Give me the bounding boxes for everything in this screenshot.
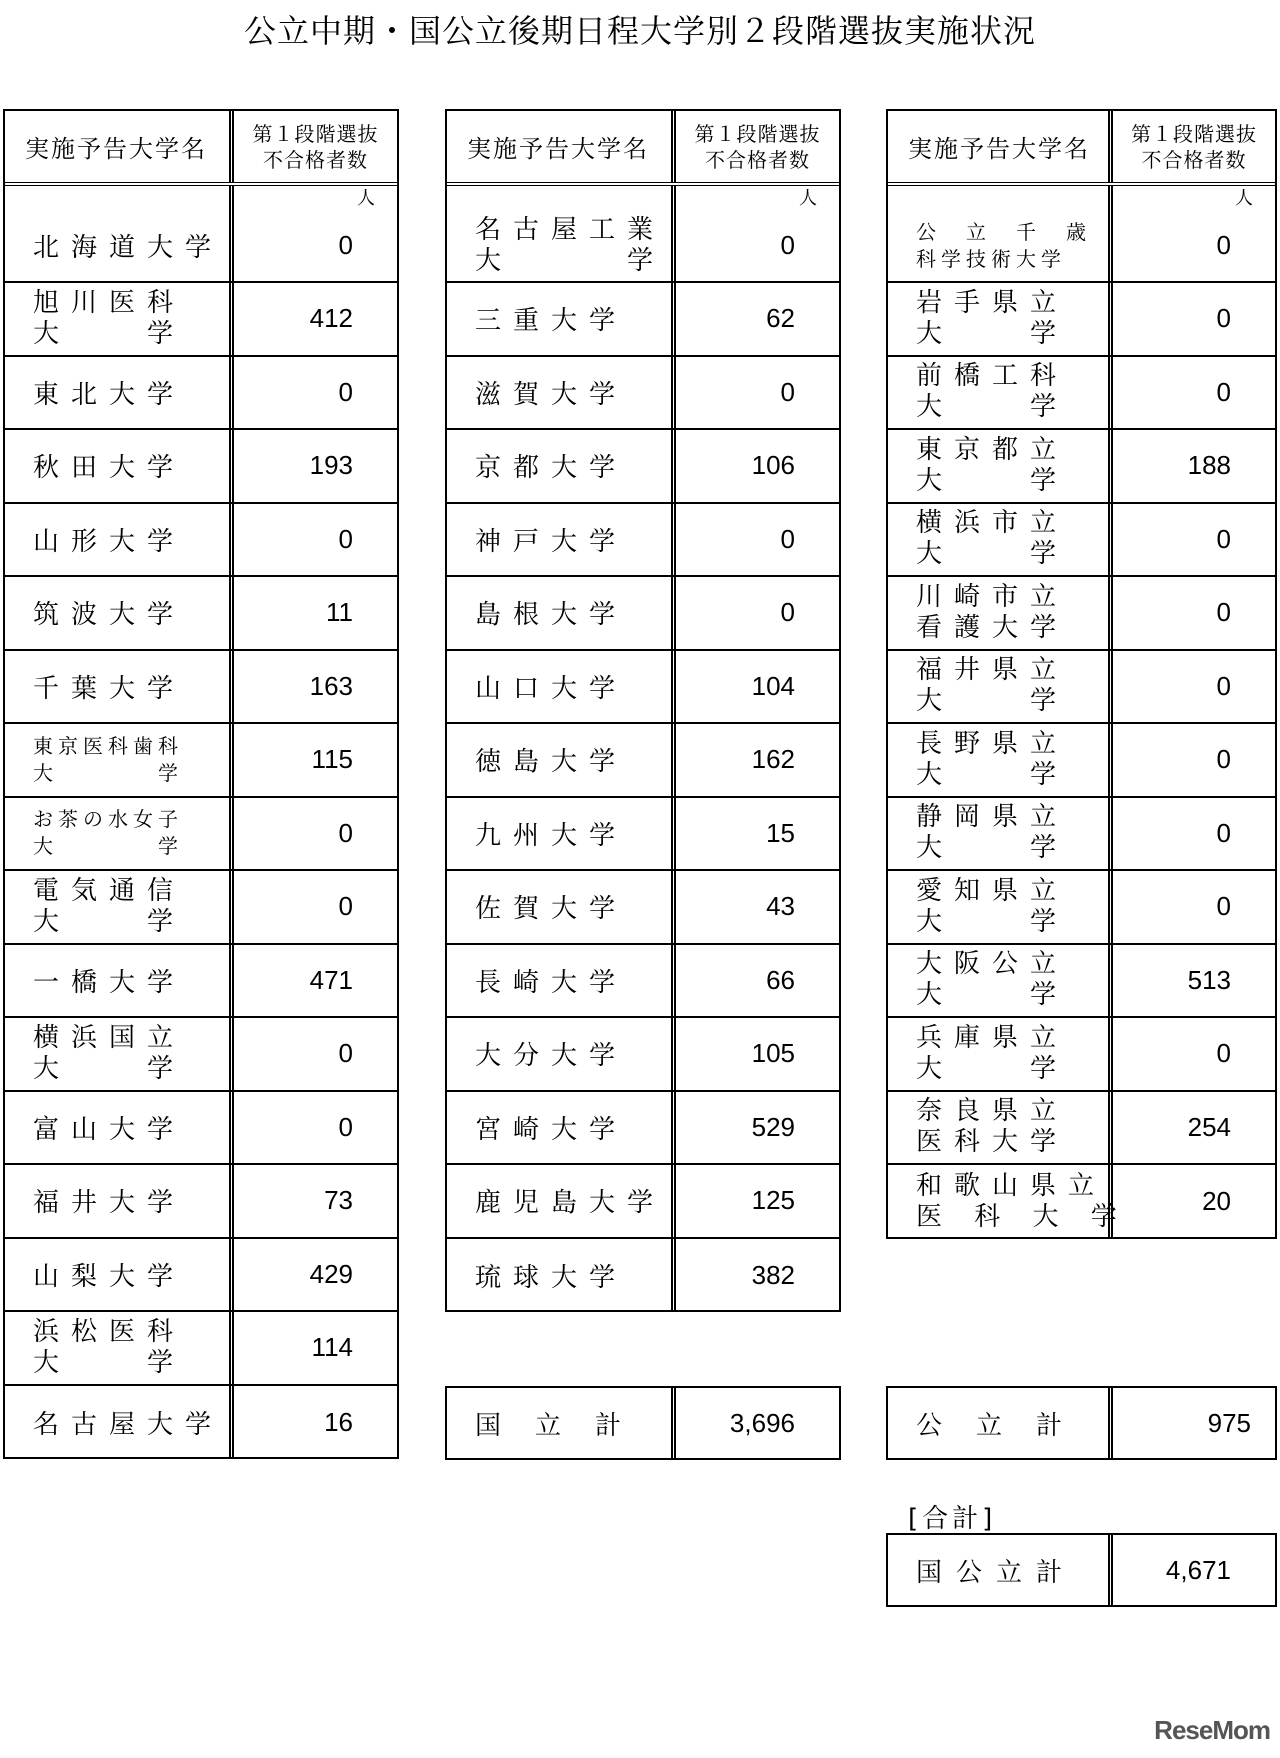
unit-label: 人 — [357, 188, 375, 208]
table-row — [447, 871, 839, 945]
university-name-line1: 横浜市立 — [916, 508, 1069, 539]
university-name: 筑波大学 — [33, 600, 186, 631]
rejected-count: 0 — [1216, 744, 1231, 775]
university-name-line1: 電気通信 — [33, 875, 186, 906]
rejected-count-cell — [229, 1018, 397, 1090]
rejected-count: 0 — [338, 1038, 353, 1069]
university-name-line2: 大 学 — [916, 465, 1069, 496]
header-count-line2: 不合格者数 — [263, 147, 368, 172]
rejected-count-cell — [1108, 577, 1275, 649]
university-name-line2: 医 科 大 学 — [916, 1201, 1129, 1232]
table-row — [447, 577, 839, 651]
table-row — [888, 945, 1275, 1019]
university-name-cell — [447, 1165, 671, 1237]
university-name-line1: 静岡県立 — [916, 802, 1069, 833]
university-name-cell — [888, 651, 1108, 723]
table-row — [5, 430, 397, 504]
rejected-count: 15 — [766, 817, 795, 848]
public-total-label: 公 立 計 — [916, 1410, 1067, 1441]
university-name: 徳島大学 — [475, 747, 628, 778]
university-name-line1: 愛知県立 — [916, 875, 1069, 906]
university-name-line2: 大 学 — [33, 760, 183, 785]
university-name-cell — [447, 357, 671, 429]
national-total-value: 3,696 — [671, 1388, 839, 1458]
university-name: 一橋大学 — [33, 967, 186, 998]
rejected-count-cell — [1108, 798, 1275, 870]
university-name-cell — [447, 798, 671, 870]
table-public — [886, 109, 1277, 1239]
university-name-cell — [5, 945, 229, 1017]
rejected-count: 0 — [780, 376, 795, 407]
rejected-count: 0 — [338, 1111, 353, 1142]
rejected-count: 382 — [751, 1259, 795, 1290]
rejected-count: 104 — [751, 670, 795, 701]
table-row — [5, 945, 397, 1019]
university-name: 京都大学 — [475, 453, 628, 484]
rejected-count: 0 — [1216, 891, 1231, 922]
university-name-line2: 科学技術大学 — [916, 246, 1066, 271]
header-count-line1: 第１段階選抜 — [252, 121, 379, 146]
table-row — [5, 871, 397, 945]
rejected-count: 0 — [1216, 230, 1231, 260]
rejected-count-cell — [671, 504, 839, 576]
university-name-cell — [888, 1092, 1108, 1164]
rejected-count: 115 — [311, 744, 353, 775]
university-name-cell — [888, 577, 1108, 649]
table-row — [5, 1239, 397, 1313]
university-name-cell — [888, 1165, 1129, 1239]
rejected-count-cell — [229, 357, 397, 429]
rejected-count: 529 — [751, 1111, 795, 1142]
university-name-cell — [888, 430, 1108, 502]
university-name: 九州大学 — [475, 820, 628, 851]
university-name-line1: 岩手県立 — [916, 287, 1069, 318]
rejected-count-cell — [229, 1239, 397, 1311]
rejected-count: 105 — [751, 1038, 795, 1069]
university-name: 千葉大学 — [33, 673, 186, 704]
rejected-count-cell — [1108, 283, 1275, 355]
table-row — [5, 357, 397, 431]
university-name-line1: 長野県立 — [916, 728, 1069, 759]
university-name: 山形大学 — [33, 526, 186, 557]
university-name-cell — [5, 1312, 229, 1384]
table-header — [888, 111, 1275, 186]
table-row — [5, 577, 397, 651]
rejected-count: 0 — [338, 891, 353, 922]
university-name-line2: 大 学 — [33, 906, 186, 937]
rejected-count-cell — [671, 186, 839, 281]
header-name: 実施予告大学名 — [25, 135, 207, 163]
table-row — [888, 430, 1275, 504]
university-name: 琉球大学 — [475, 1262, 628, 1293]
university-name: 北海道大学 — [33, 233, 224, 263]
university-name-line1: 旭川医科 — [33, 287, 186, 318]
grand-total-box — [886, 1533, 1277, 1607]
rejected-count: 106 — [751, 450, 795, 481]
rejected-count-cell — [229, 798, 397, 870]
unit-label: 人 — [1235, 188, 1253, 208]
rejected-count: 254 — [1187, 1111, 1231, 1142]
university-name-cell — [888, 357, 1108, 429]
rejected-count-cell — [229, 504, 397, 576]
rejected-count-cell — [1108, 1165, 1275, 1239]
university-name-line2: 大 学 — [33, 1053, 186, 1084]
table-row — [5, 283, 397, 357]
university-name-line1: 名古屋工業 — [475, 214, 666, 245]
header-count-line2: 不合格者数 — [1141, 147, 1247, 172]
national-total-box — [445, 1386, 841, 1460]
university-name-cell — [5, 871, 229, 943]
table-row — [888, 504, 1275, 578]
university-name-line2: 大 学 — [916, 906, 1069, 937]
university-name: 山口大学 — [475, 673, 628, 704]
university-name-cell — [447, 504, 671, 576]
rejected-count: 66 — [766, 964, 795, 995]
university-name-cell — [5, 577, 229, 649]
rejected-count: 193 — [309, 450, 353, 481]
table-row — [888, 186, 1275, 283]
university-name-cell — [5, 1386, 229, 1460]
table-row — [5, 1312, 397, 1386]
university-name-cell — [5, 1092, 229, 1164]
table-row — [888, 798, 1275, 872]
header-name: 実施予告大学名 — [467, 135, 649, 163]
rejected-count-cell — [671, 945, 839, 1017]
university-name: 富山大学 — [33, 1114, 186, 1145]
university-name-line1: 東京医科歯科 — [33, 733, 183, 758]
university-name: 島根大学 — [475, 600, 628, 631]
university-name-line1: 公 立 千 歳 — [916, 219, 1091, 244]
rejected-count: 0 — [780, 523, 795, 554]
rejected-count: 0 — [1216, 1038, 1231, 1069]
rejected-count-cell — [1108, 1092, 1275, 1164]
university-name-cell — [5, 724, 229, 796]
university-name-line1: 大阪公立 — [916, 949, 1069, 980]
rejected-count-cell — [229, 577, 397, 649]
table-row — [447, 186, 839, 283]
rejected-count-cell — [229, 724, 397, 796]
rejected-count-cell — [671, 1239, 839, 1313]
header-count-line1: 第１段階選抜 — [694, 121, 821, 146]
table-national-1 — [3, 109, 399, 1459]
university-name-cell — [5, 1239, 229, 1311]
university-name-line1: 兵庫県立 — [916, 1022, 1069, 1053]
table-row — [888, 577, 1275, 651]
table-row — [447, 504, 839, 578]
university-name: 三重大学 — [475, 306, 628, 337]
grand-total-label: 国公立計 — [916, 1557, 1077, 1588]
table-row — [888, 651, 1275, 725]
university-name: 大分大学 — [475, 1041, 628, 1072]
university-name-cell — [5, 430, 229, 502]
rejected-count-cell — [671, 798, 839, 870]
header-count — [671, 111, 839, 182]
grand-total-caption: [合計] — [908, 1504, 997, 1534]
rejected-count: 162 — [751, 744, 795, 775]
university-name-cell — [5, 1018, 229, 1090]
university-name-cell — [447, 430, 671, 502]
grand-total-value: 4,671 — [1108, 1535, 1275, 1605]
rejected-count-cell — [1108, 945, 1275, 1017]
rejected-count-cell — [229, 283, 397, 355]
university-name-cell — [5, 504, 229, 576]
rejected-count: 0 — [338, 817, 353, 848]
national-total-label: 国 立 計 — [475, 1410, 626, 1441]
rejected-count: 20 — [1202, 1186, 1231, 1217]
rejected-count-cell — [229, 186, 397, 281]
table-row — [447, 798, 839, 872]
university-name: 名古屋大学 — [33, 1409, 224, 1440]
rejected-count: 16 — [324, 1406, 353, 1437]
university-name-cell — [5, 1165, 229, 1237]
university-name: 福井大学 — [33, 1188, 186, 1219]
university-name-cell — [888, 1018, 1108, 1090]
rejected-count-cell — [671, 430, 839, 502]
university-name-line2: 大 学 — [916, 392, 1069, 423]
table-row — [447, 1092, 839, 1166]
table-row — [5, 724, 397, 798]
table-row — [447, 283, 839, 357]
university-name-line1: お茶の水女子 — [33, 807, 183, 832]
university-name-line1: 和歌山県立 — [916, 1170, 1107, 1201]
rejected-count: 0 — [338, 523, 353, 554]
rejected-count-cell — [229, 1092, 397, 1164]
table-row — [447, 1239, 839, 1313]
rejected-count: 62 — [766, 303, 795, 334]
header-count-line1: 第１段階選抜 — [1131, 121, 1257, 146]
rejected-count: 43 — [766, 891, 795, 922]
university-name-line1: 横浜国立 — [33, 1022, 186, 1053]
table-row — [888, 1092, 1275, 1166]
university-name-line1: 浜松医科 — [33, 1316, 186, 1347]
university-name: 神戸大学 — [475, 526, 628, 557]
university-name-cell — [447, 1018, 671, 1090]
university-name-line2: 大 学 — [33, 318, 186, 349]
university-name-line2: 大 学 — [916, 318, 1069, 349]
table-row — [888, 724, 1275, 798]
table-row — [447, 1018, 839, 1092]
rejected-count: 73 — [324, 1185, 353, 1216]
table-row — [447, 430, 839, 504]
university-name-cell — [5, 357, 229, 429]
university-name-line2: 大 学 — [916, 759, 1069, 790]
rejected-count: 0 — [780, 597, 795, 628]
university-name-cell — [447, 651, 671, 723]
rejected-count-cell — [671, 1165, 839, 1237]
table-row — [447, 357, 839, 431]
rejected-count-cell — [1108, 430, 1275, 502]
rejected-count-cell — [229, 1165, 397, 1237]
rejected-count-cell — [229, 430, 397, 502]
university-name-line2: 大 学 — [475, 245, 666, 276]
university-name-cell — [447, 1239, 671, 1313]
table-row — [447, 724, 839, 798]
university-name-cell — [888, 724, 1108, 796]
rejected-count-cell — [671, 283, 839, 355]
rejected-count-cell — [229, 651, 397, 723]
table-row — [5, 798, 397, 872]
page-title: 公立中期・国公立後期日程大学別２段階選抜実施状況 — [243, 12, 1036, 50]
rejected-count-cell — [229, 945, 397, 1017]
table-header — [5, 111, 397, 186]
university-name: 鹿児島大学 — [475, 1188, 666, 1219]
header-name: 実施予告大学名 — [908, 135, 1090, 163]
university-name-line2: 大 学 — [916, 833, 1069, 864]
rejected-count-cell — [229, 871, 397, 943]
university-name: 山梨大学 — [33, 1261, 186, 1292]
rejected-count-cell — [1108, 651, 1275, 723]
rejected-count-cell — [229, 1386, 397, 1460]
unit-label: 人 — [799, 188, 817, 208]
university-name-line2: 大 学 — [916, 1053, 1069, 1084]
rejected-count: 0 — [1216, 670, 1231, 701]
university-name-line2: 看護大学 — [916, 612, 1069, 643]
rejected-count: 163 — [309, 670, 353, 701]
rejected-count-cell — [671, 724, 839, 796]
university-name-cell — [888, 871, 1108, 943]
table-row — [888, 357, 1275, 431]
university-name-line1: 東京都立 — [916, 434, 1069, 465]
rejected-count-cell — [671, 1092, 839, 1164]
university-name-cell — [5, 186, 229, 281]
rejected-count: 0 — [338, 376, 353, 407]
public-total-box — [886, 1386, 1277, 1460]
university-name-cell — [5, 283, 229, 355]
table-row — [888, 1018, 1275, 1092]
table-row — [5, 186, 397, 283]
table-row — [5, 1018, 397, 1092]
university-name-line1: 奈良県立 — [916, 1096, 1069, 1127]
university-name-line1: 福井県立 — [916, 655, 1069, 686]
university-name: 滋賀大学 — [475, 379, 628, 410]
university-name: 長崎大学 — [475, 967, 628, 998]
rejected-count: 429 — [309, 1258, 353, 1289]
rejected-count-cell — [229, 1312, 397, 1384]
rejected-count-cell — [1108, 1018, 1275, 1090]
university-name-line2: 医科大学 — [916, 1127, 1069, 1158]
university-name: 秋田大学 — [33, 453, 186, 484]
university-name-cell — [447, 577, 671, 649]
university-name-line2: 大 学 — [916, 980, 1069, 1011]
header-count-line2: 不合格者数 — [705, 147, 810, 172]
table-national-2 — [445, 109, 841, 1312]
rejected-count-cell — [671, 871, 839, 943]
university-name-cell — [447, 186, 671, 281]
table-row — [888, 283, 1275, 357]
rejected-count: 0 — [1216, 376, 1231, 407]
resemom-logo: ReseMom — [1154, 1715, 1270, 1745]
table-row — [5, 504, 397, 578]
header-count — [1108, 111, 1275, 182]
university-name-cell — [888, 504, 1108, 576]
university-name-cell — [447, 283, 671, 355]
rejected-count: 513 — [1187, 964, 1231, 995]
university-name-line2: 大 学 — [33, 834, 183, 859]
rejected-count: 0 — [780, 230, 795, 260]
rejected-count: 0 — [1216, 523, 1231, 554]
table-header — [447, 111, 839, 186]
rejected-count: 0 — [1216, 817, 1231, 848]
rejected-count-cell — [1108, 724, 1275, 796]
university-name-cell — [888, 283, 1108, 355]
table-row — [5, 1386, 397, 1460]
university-name-line1: 川崎市立 — [916, 581, 1069, 612]
public-total-value: 975 — [1108, 1388, 1275, 1458]
rejected-count: 0 — [1216, 597, 1231, 628]
rejected-count-cell — [1108, 504, 1275, 576]
university-name-cell — [447, 1092, 671, 1164]
table-row — [5, 1092, 397, 1166]
rejected-count: 0 — [338, 230, 353, 260]
university-name-cell — [888, 186, 1108, 281]
rejected-count-cell — [671, 357, 839, 429]
rejected-count: 188 — [1187, 450, 1231, 481]
rejected-count: 11 — [326, 597, 353, 628]
rejected-count-cell — [1108, 186, 1275, 281]
university-name: 宮崎大学 — [475, 1114, 628, 1145]
university-name-line2: 大 学 — [33, 1347, 186, 1378]
university-name-cell — [447, 724, 671, 796]
university-name-line2: 大 学 — [916, 539, 1069, 570]
rejected-count-cell — [671, 651, 839, 723]
rejected-count-cell — [1108, 357, 1275, 429]
university-name: 東北大学 — [33, 379, 186, 410]
rejected-count-cell — [671, 1018, 839, 1090]
university-name-line1: 前橋工科 — [916, 361, 1069, 392]
rejected-count: 0 — [1216, 303, 1231, 334]
university-name-cell — [5, 798, 229, 870]
university-name-cell — [447, 945, 671, 1017]
university-name: 佐賀大学 — [475, 894, 628, 925]
university-name-cell — [888, 945, 1108, 1017]
table-row — [888, 871, 1275, 945]
table-row — [888, 1165, 1275, 1239]
rejected-count: 114 — [311, 1332, 353, 1363]
rejected-count-cell — [671, 577, 839, 649]
university-name-cell — [888, 798, 1108, 870]
table-row — [5, 1165, 397, 1239]
table-row — [447, 1165, 839, 1239]
table-row — [447, 651, 839, 725]
table-row — [5, 651, 397, 725]
rejected-count: 412 — [309, 303, 353, 334]
rejected-count: 471 — [309, 964, 353, 995]
rejected-count: 125 — [751, 1185, 795, 1216]
table-row — [447, 945, 839, 1019]
university-name-line2: 大 学 — [916, 686, 1069, 717]
rejected-count-cell — [1108, 871, 1275, 943]
header-count — [229, 111, 397, 182]
university-name-cell — [5, 651, 229, 723]
university-name-cell — [447, 871, 671, 943]
